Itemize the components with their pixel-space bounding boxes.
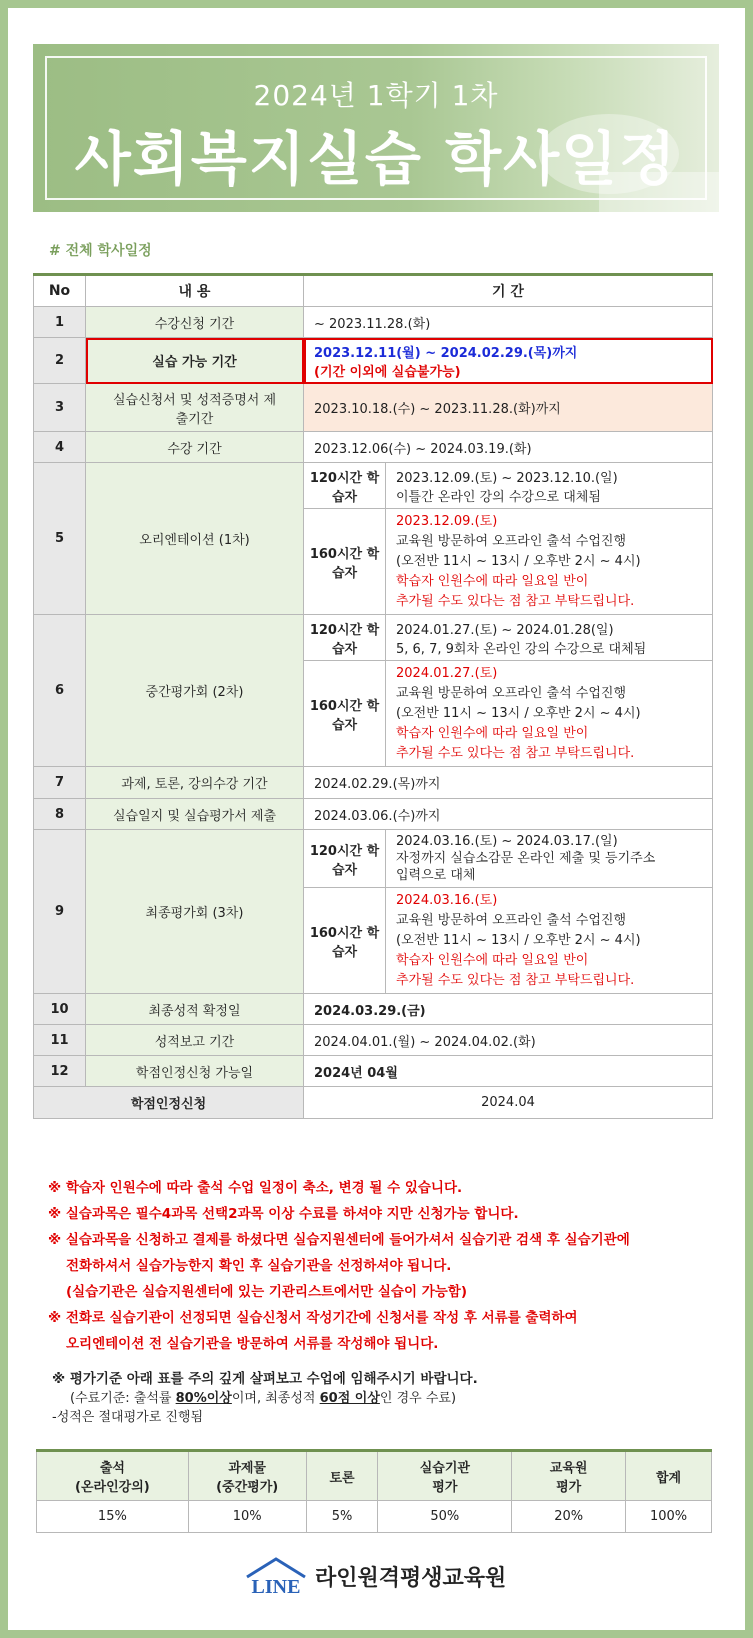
eval-header-line: 출석 — [99, 1461, 125, 1476]
eval-header — [37, 1451, 189, 1501]
line-logo-icon — [243, 1555, 309, 1597]
value-line: (오전반 11시 ~ 13시 / 오후반 2시 ~ 4시) — [396, 932, 641, 948]
eval-header-line: (중간평가) — [216, 1480, 279, 1495]
value-line: (오전반 11시 ~ 13시 / 오후반 2시 ~ 4시) — [396, 705, 641, 721]
row-value: 2024.04.01.(월) ~ 2024.04.02.(화) — [304, 1025, 713, 1056]
row-value: 2024.03.29.(금) — [304, 994, 713, 1025]
table-row — [34, 615, 713, 661]
row-no: 6 — [34, 615, 86, 767]
eval-header-line: 실습기관 — [419, 1461, 470, 1476]
row-item: 실습일지 및 실습평가서 제출 — [86, 799, 304, 830]
eval-value: 5% — [306, 1501, 378, 1533]
value-line: 5, 6, 7, 9회차 온라인 강의 수강으로 대체됨 — [396, 641, 647, 657]
value-line: 학습자 인원수에 따라 일요일 반이 — [396, 573, 589, 589]
schedule-table — [33, 273, 713, 1119]
value-line: 추가될 수도 있다는 점 참고 부탁드립니다. — [396, 972, 635, 988]
eval-header-line: 교육원 — [549, 1461, 588, 1476]
banner-title: 사회복지실습 학사일정 — [74, 125, 678, 193]
table-row — [34, 338, 713, 384]
eval-header: 합계 — [626, 1451, 712, 1501]
row-value: 2024.03.06.(수)까지 — [304, 799, 713, 830]
eval-header — [378, 1451, 512, 1501]
learner-120: 120시간 학습자 — [304, 463, 386, 509]
notice-item: ※ 실습과목을 신청하고 결제를 하셨다면 실습지원센터에 들어가셔서 실습기관 검색 후 실습기관에 — [48, 1232, 630, 1248]
notice-item: ※ 실습과목은 필수4과목 선택2과목 이상 수료를 하셔야 지만 신청가능 합니다. — [48, 1206, 519, 1222]
row-no: 7 — [34, 767, 86, 799]
learner-160: 160시간 학습자 — [304, 888, 386, 994]
row-item: 과제, 토론, 강의수강 기간 — [86, 767, 304, 799]
institution-logo — [243, 1555, 506, 1597]
notice-item: ※ 전화로 실습기관이 선정되면 실습신청서 작성기간에 신청서를 작성 후 서류를 출력하여 — [48, 1310, 578, 1326]
table-row — [34, 432, 713, 463]
row-no: 1 — [34, 307, 86, 338]
value-line: 교육원 방문하여 오프라인 출석 수업진행 — [396, 912, 627, 928]
table-row — [34, 463, 713, 509]
evaluation-note-title: ※ 평가기준 아래 표를 주의 깊게 살펴보고 수업에 임해주시기 바랍니다. — [52, 1371, 478, 1387]
value-line: 자정까지 실습소감문 온라인 제출 및 등기주소 — [396, 851, 656, 866]
row-item: 오리엔테이션 (1차) — [86, 463, 304, 615]
banner-subtitle: 2024년 1학기 1차 — [253, 79, 499, 112]
eval-value: 50% — [378, 1501, 512, 1533]
eval-header-line: 평가 — [432, 1480, 458, 1495]
table-row — [34, 384, 713, 432]
grading-method: -성적은 절대평가로 진행됨 — [52, 1410, 204, 1425]
value-line: 추가될 수도 있다는 점 참고 부탁드립니다. — [396, 593, 635, 609]
eval-value: 15% — [37, 1501, 189, 1533]
row-value — [386, 661, 713, 767]
eval-value: 100% — [626, 1501, 712, 1533]
row-no: 12 — [34, 1056, 86, 1087]
table-row — [34, 799, 713, 830]
header-no: No — [34, 275, 86, 307]
value-line: 추가될 수도 있다는 점 참고 부탁드립니다. — [396, 745, 635, 761]
value-line: 이틀간 온라인 강의 수강으로 대체됨 — [396, 489, 601, 505]
value-line: 2024.03.16.(토) — [396, 892, 498, 908]
criteria-attendance: 80%이상 — [175, 1391, 232, 1406]
row-value: 2023.10.18.(수) ~ 2023.11.28.(화)까지 — [304, 384, 713, 432]
value-line: 2023.12.09.(토) — [396, 513, 498, 529]
notice-item: 오리엔테이션 전 실습기관을 방문하여 서류를 작성해야 됩니다. — [66, 1336, 439, 1352]
learner-160: 160시간 학습자 — [304, 661, 386, 767]
row-item: 실습 가능 기간 — [86, 338, 304, 384]
header-item: 내 용 — [86, 275, 304, 307]
evaluation-value-row — [37, 1501, 712, 1533]
evaluation-note — [52, 1370, 478, 1427]
table-row — [34, 994, 713, 1025]
row-no: 10 — [34, 994, 86, 1025]
value-line: 교육원 방문하여 오프라인 출석 수업진행 — [396, 685, 627, 701]
notice-item: (실습기관은 실습지원센터에 있는 기관리스트에서만 실습이 가능함) — [66, 1284, 467, 1300]
evaluation-table — [36, 1449, 712, 1533]
completion-criteria — [52, 1389, 478, 1408]
practice-period: 2023.12.11(월) ~ 2024.02.29.(목)까지 — [314, 345, 578, 361]
criteria-text: (수료기준: 출석률 — [70, 1391, 176, 1406]
row-value — [386, 888, 713, 994]
value-line: 입력으로 대체 — [396, 868, 476, 883]
row-no: 2 — [34, 338, 86, 384]
practice-warning: (기간 이외에 실습불가능) — [314, 364, 461, 380]
table-row — [34, 767, 713, 799]
row-item: 수강신청 기간 — [86, 307, 304, 338]
notice-list — [48, 1175, 728, 1357]
value-line: (오전반 11시 ~ 13시 / 오후반 2시 ~ 4시) — [396, 553, 641, 569]
logo-mark-text: LINE — [251, 1576, 301, 1597]
row-no: 8 — [34, 799, 86, 830]
notice-item: ※ 학습자 인원수에 따라 출석 수업 일정이 축소, 변경 될 수 있습니다. — [48, 1180, 463, 1196]
value-line: 2024.01.27.(토) ~ 2024.01.28(일) — [396, 622, 614, 638]
value-line: 학습자 인원수에 따라 일요일 반이 — [396, 725, 589, 741]
value-line: 교육원 방문하여 오프라인 출석 수업진행 — [396, 533, 627, 549]
criteria-text: 이며, 최종성적 — [231, 1391, 320, 1406]
eval-header — [188, 1451, 306, 1501]
row-item: 성적보고 기간 — [86, 1025, 304, 1056]
eval-header — [512, 1451, 626, 1501]
table-header-row — [34, 275, 713, 307]
table-row — [34, 1025, 713, 1056]
learner-160: 160시간 학습자 — [304, 509, 386, 615]
row-value: 2024.02.29.(목)까지 — [304, 767, 713, 799]
row-no: 9 — [34, 830, 86, 994]
table-row — [34, 1056, 713, 1087]
header-period: 기 간 — [304, 275, 713, 307]
row-no: 5 — [34, 463, 86, 615]
evaluation-header-row — [37, 1451, 712, 1501]
eval-value: 10% — [188, 1501, 306, 1533]
value-line: 2023.12.09.(토) ~ 2023.12.10.(일) — [396, 470, 618, 486]
value-line: 2024.03.16.(토) ~ 2024.03.17.(일) — [396, 834, 618, 849]
row-no: 4 — [34, 432, 86, 463]
section-label: # 전체 학사일정 — [49, 243, 152, 259]
eval-value: 20% — [512, 1501, 626, 1533]
row-value — [386, 463, 713, 509]
row-value: 2024년 04월 — [304, 1056, 713, 1087]
row-value — [386, 509, 713, 615]
criteria-score: 60점 이상 — [319, 1391, 380, 1406]
row-item: 학점인정신청 — [34, 1087, 304, 1119]
row-no: 11 — [34, 1025, 86, 1056]
row-no: 3 — [34, 384, 86, 432]
row-item: 중간평가회 (2차) — [86, 615, 304, 767]
row-value: 2023.12.06(수) ~ 2024.03.19.(화) — [304, 432, 713, 463]
row-value: 2024.04 — [304, 1087, 713, 1119]
criteria-text: 인 경우 수료) — [379, 1391, 457, 1406]
value-line: 2024.01.27.(토) — [396, 665, 498, 681]
table-row — [34, 1087, 713, 1119]
table-row — [34, 307, 713, 338]
title-banner — [33, 44, 719, 212]
row-item: 최종평가회 (3차) — [86, 830, 304, 994]
institution-name: 라인원격평생교육원 — [315, 1565, 507, 1591]
row-value — [304, 338, 713, 384]
learner-120: 120시간 학습자 — [304, 830, 386, 888]
eval-header-line: (온라인강의) — [75, 1480, 150, 1495]
table-row — [34, 830, 713, 888]
row-item: 학점인정신청 가능일 — [86, 1056, 304, 1087]
eval-header-line: 평가 — [556, 1480, 582, 1495]
row-item: 최종성적 확정일 — [86, 994, 304, 1025]
eval-header-line: 과제물 — [228, 1461, 266, 1476]
row-value — [386, 830, 713, 888]
learner-120: 120시간 학습자 — [304, 615, 386, 661]
value-line: 학습자 인원수에 따라 일요일 반이 — [396, 952, 589, 968]
notice-item: 전화하셔서 실습가능한지 확인 후 실습기관을 선정하셔야 됩니다. — [66, 1258, 452, 1274]
row-value: ~ 2023.11.28.(화) — [304, 307, 713, 338]
row-item: 수강 기간 — [86, 432, 304, 463]
eval-header: 토론 — [306, 1451, 378, 1501]
row-item: 실습신청서 및 성적증명서 제출기간 — [86, 384, 304, 432]
row-value — [386, 615, 713, 661]
